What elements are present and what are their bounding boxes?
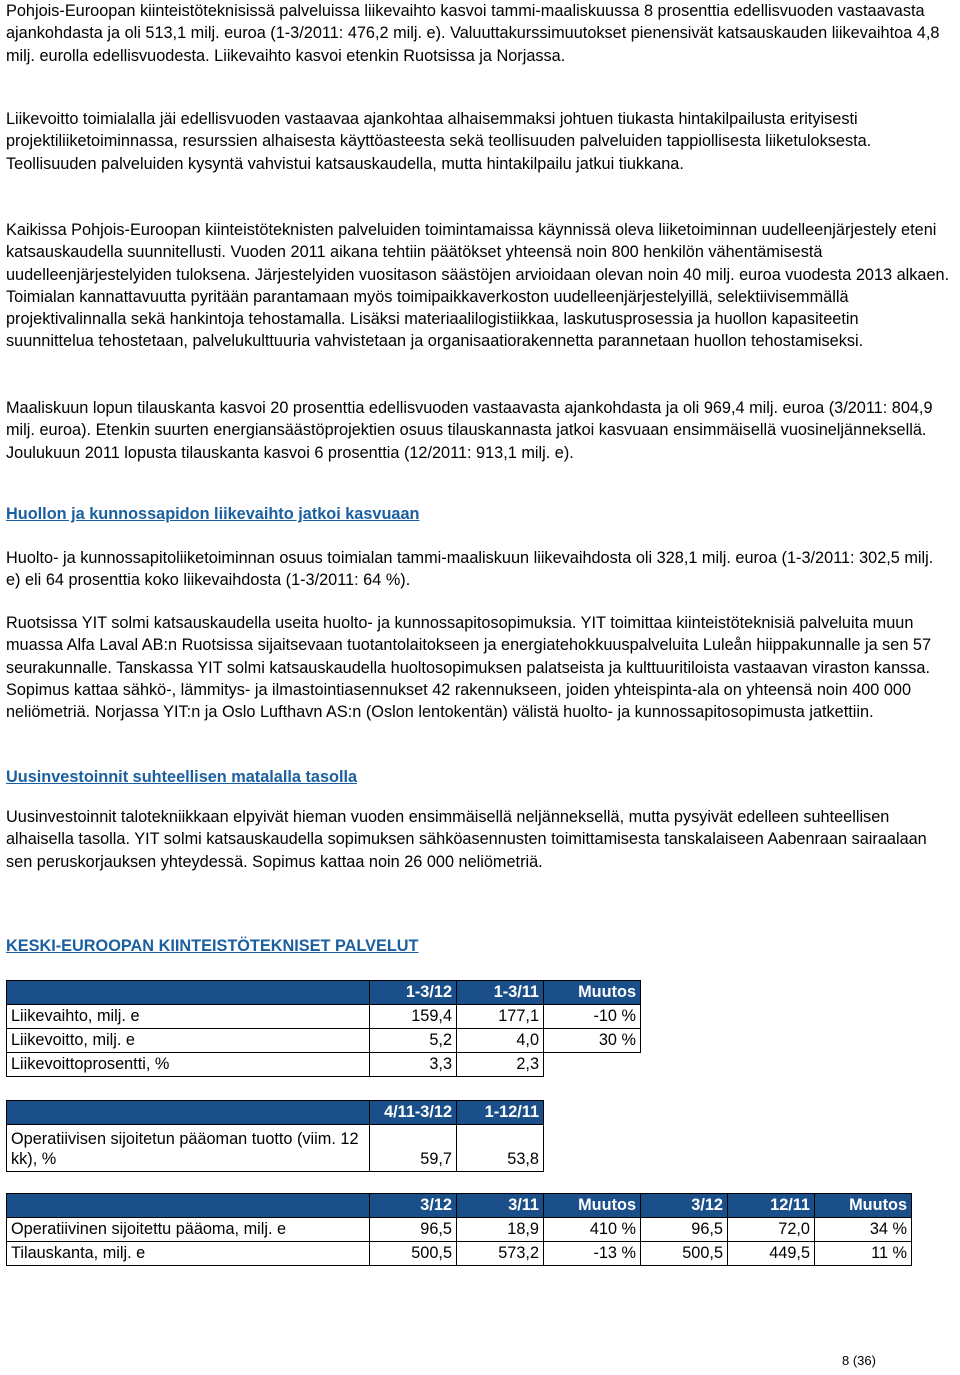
table-header-cell: Muutos [544,1194,641,1218]
table-key-figures [6,980,641,1077]
table-cell: 410 % [544,1218,641,1242]
table-cell: 18,9 [457,1218,544,1242]
paragraph-order-backlog: Maaliskuun lopun tilauskanta kasvoi 20 prosenttia edellisvuoden vastaavasta ajankohdasta ja oli 969,4 milj. euroa (3/2011: 804,9 milj. euroa). Etenkin suurten energiansäästöprojektien osuus tilauskannasta jatkoi kasvuaan ensimmäisellä vuosineljänneksellä. Joulukuun 2011 lopusta tilauskanta kasvoi 6 prosenttia (12/2011: 913,1 milj. e). [6,399,933,462]
table-header-cell: Muutos [544,981,641,1005]
paragraph-contracts: Ruotsissa YIT solmi katsauskaudella useita huolto- ja kunnossapitosopimuksia. YIT toimittaa kiinteistöteknisiä palveluita muun muassa Alfa Laval AB:n Ruotsissa sijaitsevaan tuotantolaitokseen ja energiatehokkuuspalveluita Luleån hiippakunnalle ja sen 57 seurakunnalle. Tanskassa YIT solmi katsauskaudella huoltosopimuksen palatseista ja kulttuuritiloista vastaavan viraston kanssa. Sopimus kattaa sähkö-, lämmitys- ja ilmastointiasennukset 42 rakennukseen, joiden yhteispinta-ala on yhteensä noin 400 000 neliömetriä. Norjassa YIT:n ja Oslo Lufthavn AS:n (Oslon lentokentän) välistä huolto- ja kunnossapitosopimusta jatkettiin. [6,614,932,722]
table-row [7,1218,912,1242]
table-header-cell: 4/11-3/12 [370,1101,457,1125]
table-header-blank [7,1194,370,1218]
table-cell: 34 % [815,1218,912,1242]
table-header-row [7,1101,544,1125]
paragraph-restructuring: Kaikissa Pohjois-Euroopan kiinteistöteknisten palveluiden toimintamaissa käynnissä oleva liiketoiminnan uudelleenjärjestely eteni katsauskaudella suunnitellusti. Vuoden 2011 aikana tehtiin päätökset yhteensä noin 800 henkilön vähentämisestä uudelleenjärjestelyiden tuloksena. Järjestelyiden vuositason säästöjen arvioidaan olevan noin 40 milj. euroa vuodesta 2013 alkaen. Toimialan kannattavuutta pyritään parantamaan myös toimipaikkaverkoston uudelleenjärjestelyillä, selektiivisemmällä projektivalinnalla sekä hankintoja tehostamalla. Lisäksi materiaalilogistiikkaa, laskutusprosessia ja huollon kapasiteetin suunnittelua tehostetaan, palvelukulttuuria vahvistetaan ja organisaatiorakennetta parannetaan huollon tehostamiseksi. [6,221,950,351]
table-cell-label: Liikevoittoprosentti, % [7,1053,370,1077]
table-header-cell: 1-3/12 [370,981,457,1005]
table-header-cell: 1-12/11 [457,1101,544,1125]
table-cell-label: Tilauskanta, milj. e [7,1242,370,1266]
table-cell: 11 % [815,1242,912,1266]
table-row [7,1029,641,1053]
table-header-cell: 12/11 [728,1194,815,1218]
table-header-cell: Muutos [815,1194,912,1218]
table-cell: 177,1 [457,1005,544,1029]
table-cell: 5,2 [370,1029,457,1053]
table-cell: 96,5 [641,1218,728,1242]
table-cell: 59,7 [370,1125,457,1172]
heading-central-europe: KESKI-EUROOPAN KIINTEISTÖTEKNISET PALVELUT [6,937,419,955]
table-cell-label: Operatiivinen sijoitettu pääoma, milj. e [7,1218,370,1242]
heading-new-investments: Uusinvestoinnit suhteellisen matalalla tasolla [6,768,358,786]
table-row [7,1125,544,1172]
table-cell: 500,5 [641,1242,728,1266]
table-header-cell: 3/11 [457,1194,544,1218]
table-cell: 4,0 [457,1029,544,1053]
paragraph-maintenance-share: Huolto- ja kunnossapitoliiketoiminnan osuus toimialan tammi-maaliskuun liikevaihdosta oli 328,1 milj. euroa (1-3/2011: 302,5 milj. e) eli 64 prosenttia koko liikevaihdosta (1-3/2011: 64 %). [6,549,934,590]
table-header-row [7,981,641,1005]
page-number: 8 (36) [842,1353,876,1368]
table-cell: -10 % [544,1005,641,1029]
table-capital-backlog [6,1193,912,1266]
table-cell-label: Liikevaihto, milj. e [7,1005,370,1029]
table-header-blank [7,981,370,1005]
paragraph-operating-profit: Liikevoitto toimialalla jäi edellisvuoden vastaavaa ajankohtaa alhaisemmaksi johtuen tiukasta hintakilpailusta erityisesti projektiliiketoiminnassa, resurssien alhaisesta käyttöasteesta sekä teollisuuden palveluiden tappiollisesta liiketuloksesta. Teollisuuden palveluiden kysyntä vahvistui katsauskaudella, mutta hintakilpailu jatkui tiukkana. [6,110,872,173]
table-row [7,1053,641,1077]
table-cell: 72,0 [728,1218,815,1242]
table-cell: 159,4 [370,1005,457,1029]
table-cell: 2,3 [457,1053,544,1077]
table-roce [6,1100,544,1172]
table-header-cell: 1-3/11 [457,981,544,1005]
table-cell: 96,5 [370,1218,457,1242]
table-header-cell: 3/12 [641,1194,728,1218]
table-header-row [7,1194,912,1218]
table-row [7,1242,912,1266]
table-cell-label: Operatiivisen sijoitetun pääoman tuotto (viim. 12 kk), % [7,1125,370,1172]
table-row [7,1005,641,1029]
heading-maintenance: Huollon ja kunnossapidon liikevaihto jatkoi kasvuaan [6,505,420,523]
table-cell: -13 % [544,1242,641,1266]
table-cell-label: Liikevoitto, milj. e [7,1029,370,1053]
table-cell: 573,2 [457,1242,544,1266]
table-cell-empty [544,1053,641,1077]
table-cell: 30 % [544,1029,641,1053]
table-header-blank [7,1101,370,1125]
table-cell: 3,3 [370,1053,457,1077]
paragraph-intro: Pohjois-Euroopan kiinteistöteknisissä palveluissa liikevaihto kasvoi tammi-maaliskuussa 8 prosenttia edellisvuoden vastaavasta ajankohdasta ja oli 513,1 milj. euroa (1-3/2011: 476,2 milj. e). Valuuttakurssimuutokset pienensivät katsauskauden liikevaihtoa 4,8 milj. eurolla edellisvuodesta. Liikevaihto kasvoi etenkin Ruotsissa ja Norjassa. [6,2,940,65]
table-cell: 53,8 [457,1125,544,1172]
paragraph-new-investments: Uusinvestoinnit talotekniikkaan elpyivät hieman vuoden ensimmäisellä neljänneksellä, mutta pysyivät edelleen suhteellisen alhaisella tasolla. YIT solmi katsauskaudella sopimuksen sähköasennusten toimittamisesta tanskalaiseen Aabenraan sairaalaan sen peruskorjauksen yhteydessä. Sopimus kattaa noin 26 000 neliömetriä. [6,808,927,871]
table-header-cell: 3/12 [370,1194,457,1218]
table-cell: 449,5 [728,1242,815,1266]
table-cell: 500,5 [370,1242,457,1266]
